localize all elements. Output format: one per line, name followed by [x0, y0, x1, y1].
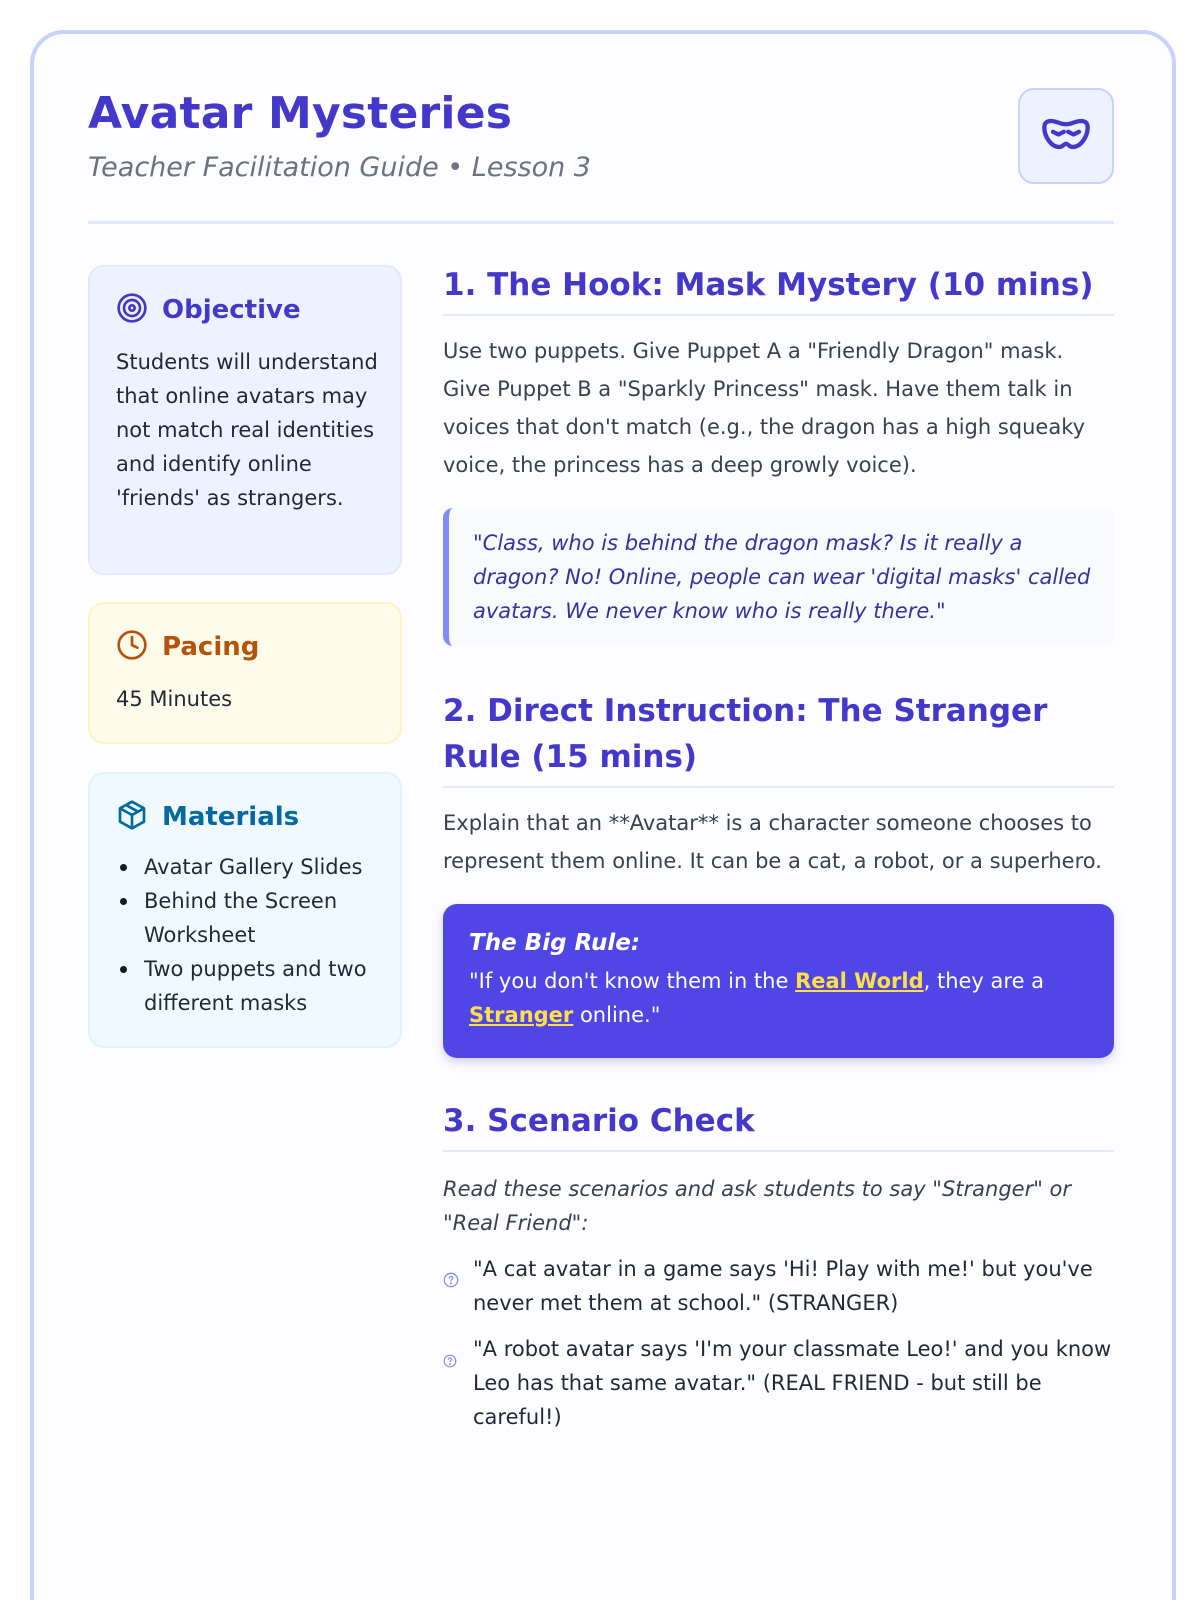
- page-subtitle: Teacher Facilitation Guide • Lesson 3: [88, 152, 591, 183]
- big-rule-text: [469, 964, 1088, 1032]
- hook-heading: 1. The Hook: Mask Mystery (10 mins): [443, 262, 1114, 316]
- hook-body: Use two puppets. Give Puppet A a "Friendly Dragon" mask. Give Puppet B a "Sparkly Princess" mask. Have them talk in voices that don't match (e.g., the dragon has a high squeaky voice, the princess has a deep growly voice).: [443, 339, 1086, 477]
- scenario-item: [443, 1252, 1114, 1320]
- pacing-box: [88, 602, 402, 744]
- main-content: [443, 262, 1114, 1434]
- instruction-body: Explain that an **Avatar** is a character someone chooses to represent them online. It can be a cat, a robot, or a superhero.: [443, 811, 1102, 873]
- big-rule-title: The Big Rule:: [469, 930, 641, 956]
- materials-item: Two puppets and two different masks: [116, 952, 378, 1020]
- materials-list: [116, 850, 378, 1020]
- objective-label: Objective: [162, 295, 301, 325]
- mask-icon: [1040, 108, 1092, 164]
- scenario-item: [443, 1332, 1114, 1434]
- page-title: Avatar Mysteries: [88, 88, 513, 139]
- rule-highlight-stranger: Stranger: [469, 1003, 574, 1027]
- rule-text-part: online.": [573, 1003, 661, 1027]
- page-header: [88, 88, 1114, 224]
- materials-box: [88, 772, 402, 1048]
- box-icon: [116, 799, 148, 835]
- scenario-text: "A cat avatar in a game says 'Hi! Play with me!' but you've never met them at school." (STRANGER): [473, 1257, 1093, 1315]
- scenario-text: "A robot avatar says 'I'm your classmate Leo!' and you know Leo has that same avatar." (REAL FRIEND - but still be careful!): [473, 1337, 1112, 1429]
- rule-highlight-real-world: Real World: [795, 969, 924, 993]
- rule-text-part: "If you don't know them in the: [469, 969, 796, 993]
- rule-text-part: , they are a: [923, 969, 1045, 993]
- objective-box: [88, 265, 402, 575]
- big-rule-callout: [443, 904, 1114, 1058]
- mask-icon-tile: [1018, 88, 1114, 184]
- pacing-text: 45 Minutes: [116, 687, 233, 711]
- hook-quote: "Class, who is behind the dragon mask? Is it really a dragon? No! Online, people can wear 'digital masks' called avatars. We never know who is really there.": [443, 508, 1114, 646]
- materials-item: Behind the Screen Worksheet: [116, 884, 378, 952]
- question-circle-icon: [443, 1344, 457, 1378]
- target-icon: [116, 292, 148, 328]
- instruction-heading: 2. Direct Instruction: The Stranger Rule (15 mins): [443, 688, 1114, 788]
- question-circle-icon: [443, 1264, 459, 1298]
- objective-text: Students will understand that online avatars may not match real identities and identify online 'friends' as strangers.: [116, 350, 378, 510]
- pacing-label: Pacing: [162, 632, 260, 662]
- scenario-heading: 3. Scenario Check: [443, 1098, 1114, 1152]
- materials-label: Materials: [162, 802, 300, 832]
- scenario-intro: Read these scenarios and ask students to say "Stranger" or "Real Friend":: [443, 1177, 1072, 1235]
- materials-item: Avatar Gallery Slides: [116, 850, 378, 884]
- clock-icon: [116, 629, 148, 665]
